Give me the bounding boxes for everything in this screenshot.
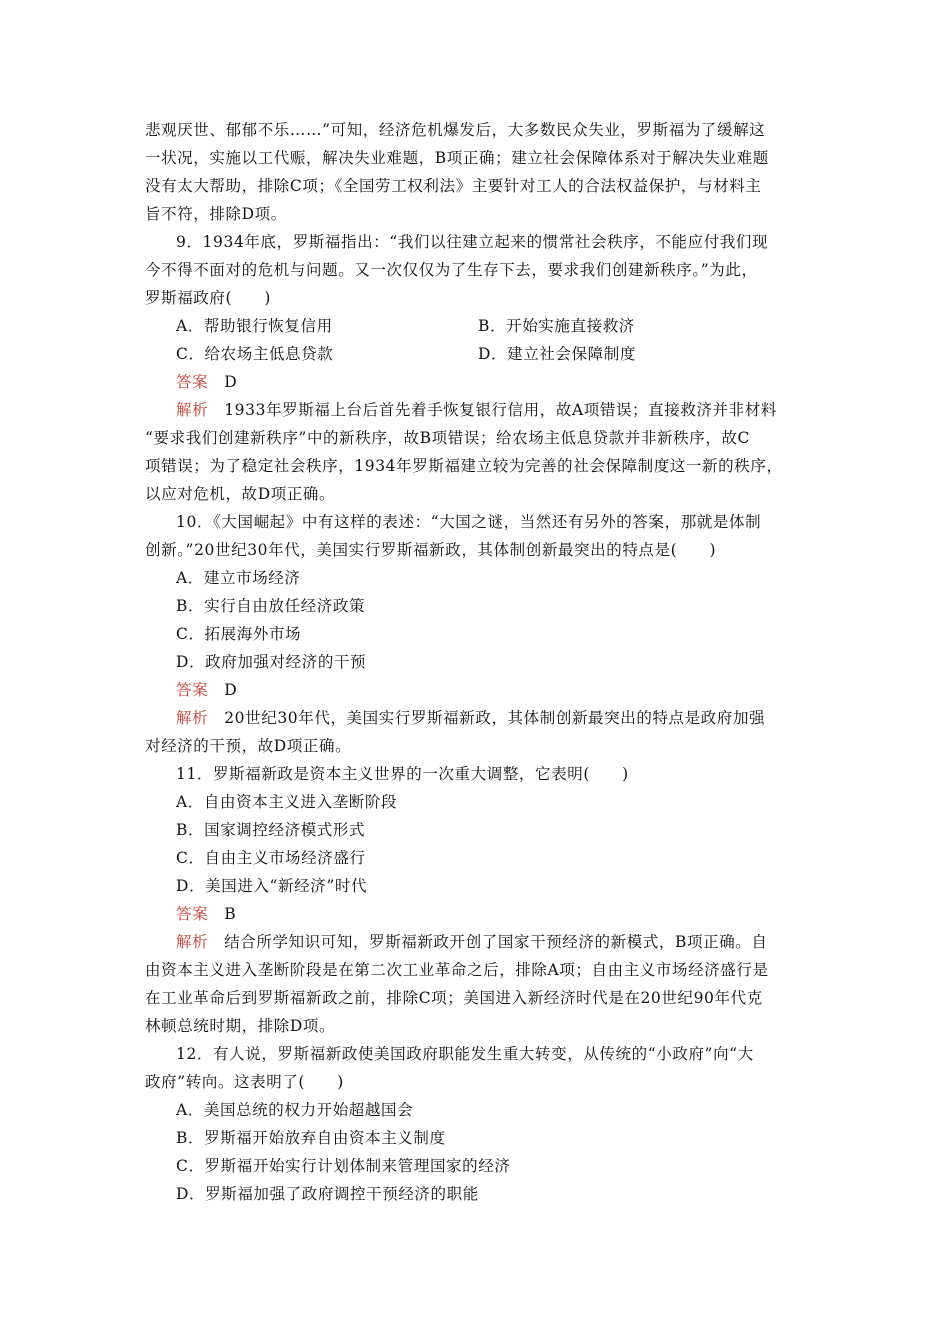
option-b: B．罗斯福开始放弃自由资本主义制度 xyxy=(176,1129,446,1147)
option-d: D．罗斯福加强了政府调控干预经济的职能 xyxy=(176,1185,479,1203)
question-stem: 政府”转向。这表明了( ) xyxy=(145,1073,344,1091)
option-b: B．国家调控经济模式形式 xyxy=(176,821,366,839)
text-line: 悲观厌世、郁郁不乐……”可知，经济危机爆发后，大多数民众失业，罗斯福为了缓解这 xyxy=(145,121,766,139)
option-a: A．帮助银行恢复信用 xyxy=(176,317,333,335)
analysis-text: 由资本主义进入垄断阶段是在第二次工业革命之后，排除A项；自由主义市场经济盛行是 xyxy=(145,961,769,979)
answer-value: B xyxy=(224,905,237,923)
option-b: B．实行自由放任经济政策 xyxy=(176,597,366,615)
analysis-label: 解析 xyxy=(176,401,209,419)
answer-line xyxy=(145,368,810,396)
analysis-text: 在工业革命后到罗斯福新政之前，排除C项；美国进入新经济时代是在20世纪90年代克 xyxy=(145,989,763,1007)
analysis-label: 解析 xyxy=(176,709,209,727)
option-d: D．建立社会保障制度 xyxy=(478,345,636,363)
question-stem: 9．1934年底，罗斯福指出：“我们以往建立起来的惯常社会秩序，不能应付我们现 xyxy=(176,233,769,251)
question-stem: 罗斯福政府( ) xyxy=(145,289,271,307)
answer-label: 答案 xyxy=(176,905,209,923)
analysis-text: 20世纪30年代，美国实行罗斯福新政，其体制创新最突出的特点是政府加强 xyxy=(224,709,766,727)
text-line: 一状况，实施以工代赈，解决失业难题，B项正确；建立社会保障体系对于解决失业难题 xyxy=(145,149,769,167)
text-line: 没有太大帮助，排除C项；《全国劳工权利法》主要针对工人的合法权益保护，与材料主 xyxy=(145,177,762,195)
option-a: A．美国总统的权力开始超越国会 xyxy=(176,1101,414,1119)
question-stem: 今不得不面对的危机与问题。又一次仅仅为了生存下去，要求我们创建新秩序。”为此， xyxy=(145,261,758,279)
option-c: C．给农场主低息贷款 xyxy=(176,345,334,363)
option-a: A．建立市场经济 xyxy=(176,569,301,587)
option-c: C．拓展海外市场 xyxy=(176,625,302,643)
option-b: B．开始实施直接救济 xyxy=(478,317,635,335)
question-stem: 11．罗斯福新政是资本主义世界的一次重大调整，它表明( ) xyxy=(176,765,629,783)
question-stem: 10．《大国崛起》中有这样的表述：“大国之谜，当然还有另外的答案，那就是体制 xyxy=(176,513,762,531)
analysis-text: 1933年罗斯福上台后首先着手恢复银行信用，故A项错误；直接救济并非材料 xyxy=(224,401,777,419)
option-c: C．自由主义市场经济盛行 xyxy=(176,849,366,867)
analysis-text: 对经济的干预，故D项正确。 xyxy=(145,737,352,755)
question-stem: 创新。”20世纪30年代，美国实行罗斯福新政，其体制创新最突出的特点是( ) xyxy=(145,541,717,559)
option-d: D．政府加强对经济的干预 xyxy=(176,653,367,671)
option-d: D．美国进入“新经济”时代 xyxy=(176,877,368,895)
answer-label: 答案 xyxy=(176,681,209,699)
option-row xyxy=(145,340,810,368)
question-stem: 12．有人说，罗斯福新政使美国政府职能发生重大转变，从传统的“小政府”向“大 xyxy=(176,1045,754,1063)
document-page xyxy=(145,116,810,1208)
answer-line xyxy=(145,900,810,928)
analysis-line xyxy=(145,396,810,424)
answer-label: 答案 xyxy=(176,373,209,391)
answer-value: D xyxy=(224,373,238,391)
analysis-text: 结合所学知识可知，罗斯福新政开创了国家干预经济的新模式，B项正确。自 xyxy=(224,933,768,951)
option-row xyxy=(145,312,810,340)
analysis-text: 林顿总统时期，排除D项。 xyxy=(145,1017,336,1035)
analysis-text: 以应对危机，故D项正确。 xyxy=(145,485,336,503)
analysis-label: 解析 xyxy=(176,933,209,951)
analysis-line xyxy=(145,928,810,956)
option-c: C．罗斯福开始实行计划体制来管理国家的经济 xyxy=(176,1157,511,1175)
text-line: 旨不符，排除D项。 xyxy=(145,205,287,223)
analysis-line xyxy=(145,704,810,732)
option-a: A．自由资本主义进入垄断阶段 xyxy=(176,793,398,811)
analysis-text: 项错误；为了稳定社会秩序，1934年罗斯福建立较为完善的社会保障制度这一新的秩序， xyxy=(145,457,783,475)
answer-value: D xyxy=(224,681,238,699)
analysis-text: “要求我们创建新秩序”中的新秩序，故B项错误；给农场主低息贷款并非新秩序，故C xyxy=(145,429,751,447)
answer-line xyxy=(145,676,810,704)
